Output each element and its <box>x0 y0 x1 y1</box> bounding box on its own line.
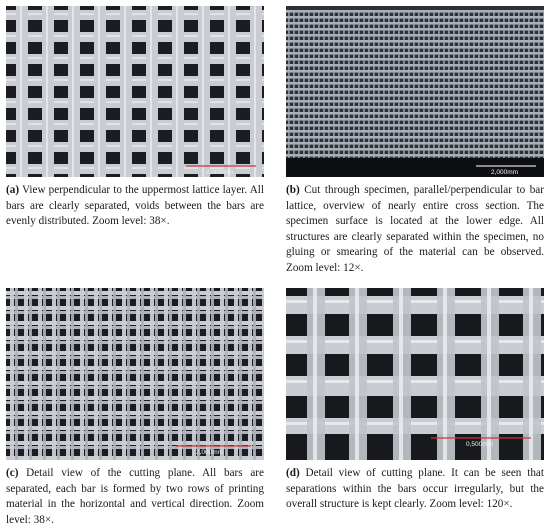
scale-bar-label: 2,000mm <box>196 449 224 456</box>
figure-a-letter: (a) <box>6 184 20 196</box>
figure-a-image <box>6 6 264 177</box>
figure-d-caption <box>286 466 544 513</box>
figure-a-caption <box>6 183 264 230</box>
figure-c-letter: (c) <box>6 467 19 479</box>
figure-b-image <box>286 6 544 177</box>
figure-c-text: Detail view of the cutting plane. All bars are separated, each bar is formed by two rows of printing material in the horizontal and vertical direction. Zoom level: 38×. <box>6 467 264 526</box>
figure-b-caption <box>286 183 544 277</box>
figure-b-letter: (b) <box>286 184 300 196</box>
figure-c-image <box>6 288 264 460</box>
scale-bar-label: 0,500mm <box>466 441 494 448</box>
figure-d-image <box>286 288 544 460</box>
scale-bar-label: 2,000mm <box>206 169 234 176</box>
lattice-top-view-image <box>6 6 264 177</box>
figure-b-text: Cut through specimen, parallel/perpendicular to bar lattice, overview of nearly entire cross section. The specimen surface is located at the lower edge. All structures are clearly separated within the specimen, no gluing or smearing of the material can be observed. Zoom level: 12×. <box>286 184 544 274</box>
cutting-plane-magnified-image <box>286 288 544 460</box>
cross-section-overview-image <box>286 6 544 177</box>
figure-d-text: Detail view of cutting plane. It can be seen that separations within the bars occur irregularly, but the overall structure is kept clearly. Zoom level: 120×. <box>286 467 544 511</box>
figure-c-caption <box>6 466 264 528</box>
figure-d-letter: (d) <box>286 467 300 479</box>
cutting-plane-detail-image <box>6 288 264 460</box>
figure-a-text: View perpendicular to the uppermost lattice layer. All bars are clearly separated, voids between the bars are evenly distributed. Zoom level: 38×. <box>6 184 264 228</box>
scale-bar-label: 2,000mm <box>491 169 519 176</box>
